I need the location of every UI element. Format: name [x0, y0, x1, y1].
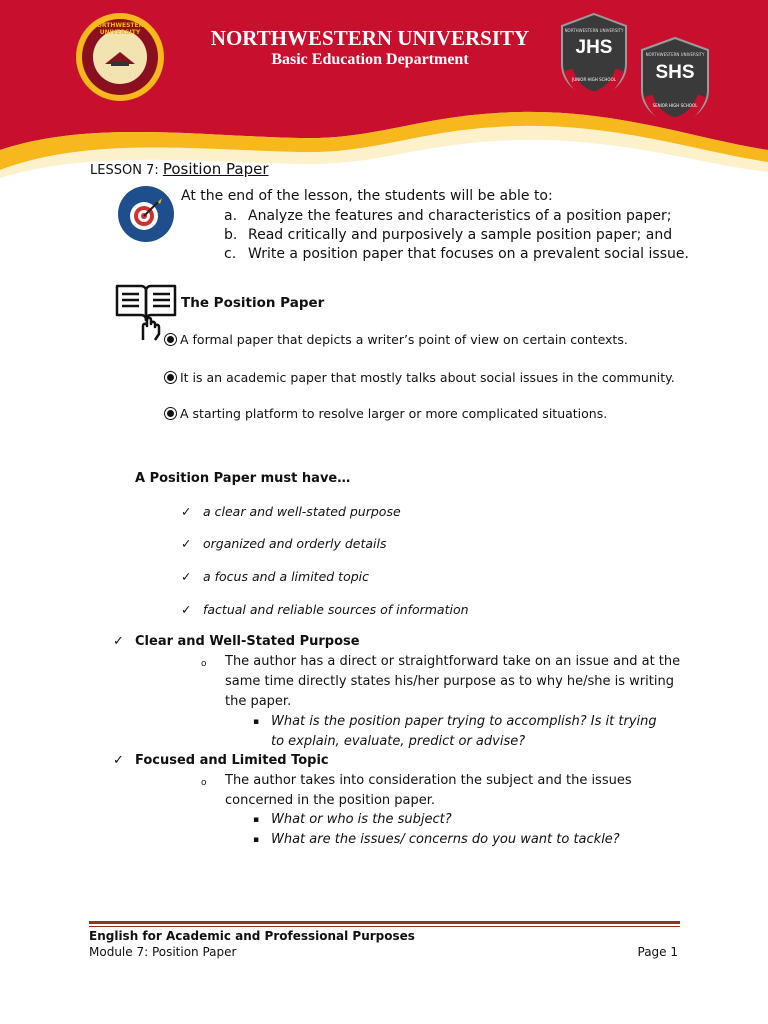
seal-text: NORTHWESTERN UNIVERSITY	[91, 22, 149, 36]
square-bullet-icon: ▪	[253, 815, 260, 825]
bullet-icon	[165, 408, 176, 419]
university-name: NORTHWESTERN UNIVERSITY	[210, 26, 530, 50]
square-bullet-icon: ▪	[253, 717, 260, 727]
lesson-title: Position Paper	[162, 160, 269, 178]
shs-label: SHS	[655, 62, 695, 83]
objectives-intro: At the end of the lesson, the students will be able to:	[181, 188, 553, 204]
list-item: ✓ a focus and a limited topic	[181, 569, 370, 584]
lesson-heading	[90, 160, 269, 178]
footer-course: English for Academic and Professional Purposes	[89, 929, 415, 943]
jhs-label: JHS	[575, 37, 613, 58]
footer-divider-thin	[89, 926, 680, 927]
list-item: A formal paper that depicts a writer’s point of view on certain contexts.	[165, 332, 628, 347]
checkmark-icon: ✓	[181, 569, 192, 584]
footer-module: Module 7: Position Paper	[89, 945, 237, 959]
list-item: A starting platform to resolve larger or more complicated situations.	[165, 406, 607, 421]
list-item: It is an academic paper that mostly talks about social issues in the community.	[165, 370, 675, 385]
checkmark-icon: ✓	[181, 602, 192, 617]
focused-description: o The author takes into consideration the subject and the issues concerned in the position paper.	[201, 773, 632, 808]
shs-badge: NORTHWESTERN UNIVERSITY SHS SENIOR HIGH SCHOOL	[640, 36, 710, 126]
objective-item: a. Analyze the features and characteristics of a position paper;	[224, 208, 672, 224]
circle-bullet-icon: o	[201, 778, 207, 788]
department-name: Basic Education Department	[271, 51, 469, 68]
bullet-icon	[165, 372, 176, 383]
must-have-title: A Position Paper must have…	[135, 471, 351, 486]
square-bullet-icon: ▪	[253, 835, 260, 845]
jhs-badge: NORTHWESTERN UNIVERSITY JHS JUNIOR HIGH SCHOOL	[560, 12, 628, 100]
purpose-question: ▪ What is the position paper trying to accomplish? Is it trying to explain, evaluate, predict or advise?	[253, 714, 657, 749]
target-icon	[118, 186, 174, 242]
list-item: ✓ factual and reliable sources of information	[181, 602, 469, 617]
focused-question: ▪ What or who is the subject?	[253, 810, 673, 830]
checkmark-icon: ✓	[113, 634, 124, 649]
list-item: ✓ a clear and well-stated purpose	[181, 504, 401, 519]
checkmark-icon: ✓	[181, 504, 192, 519]
bullet-icon	[165, 334, 176, 345]
objective-item: b. Read critically and purposively a sample position paper; and	[224, 227, 673, 243]
purpose-description: o The author has a direct or straightforward take on an issue and at the same time directly states his/her purpose as to why he/she is writing the paper.	[201, 654, 681, 709]
page-number: Page 1	[637, 945, 678, 959]
lesson-label: LESSON 7:	[90, 163, 163, 178]
footer-divider	[89, 921, 680, 924]
circle-bullet-icon: o	[201, 659, 207, 669]
section-title: The Position Paper	[181, 295, 325, 311]
checkmark-icon: ✓	[113, 753, 124, 768]
focused-question: ▪ What are the issues/ concerns do you want to tackle?	[253, 830, 673, 850]
page-header	[0, 0, 768, 185]
purpose-heading: ✓ Clear and Well-Stated Purpose	[113, 634, 360, 649]
objective-item: c. Write a position paper that focuses on a prevalent social issue.	[224, 246, 689, 262]
list-item: ✓ organized and orderly details	[181, 536, 387, 551]
focused-heading: ✓ Focused and Limited Topic	[113, 753, 329, 768]
checkmark-icon: ✓	[181, 536, 192, 551]
